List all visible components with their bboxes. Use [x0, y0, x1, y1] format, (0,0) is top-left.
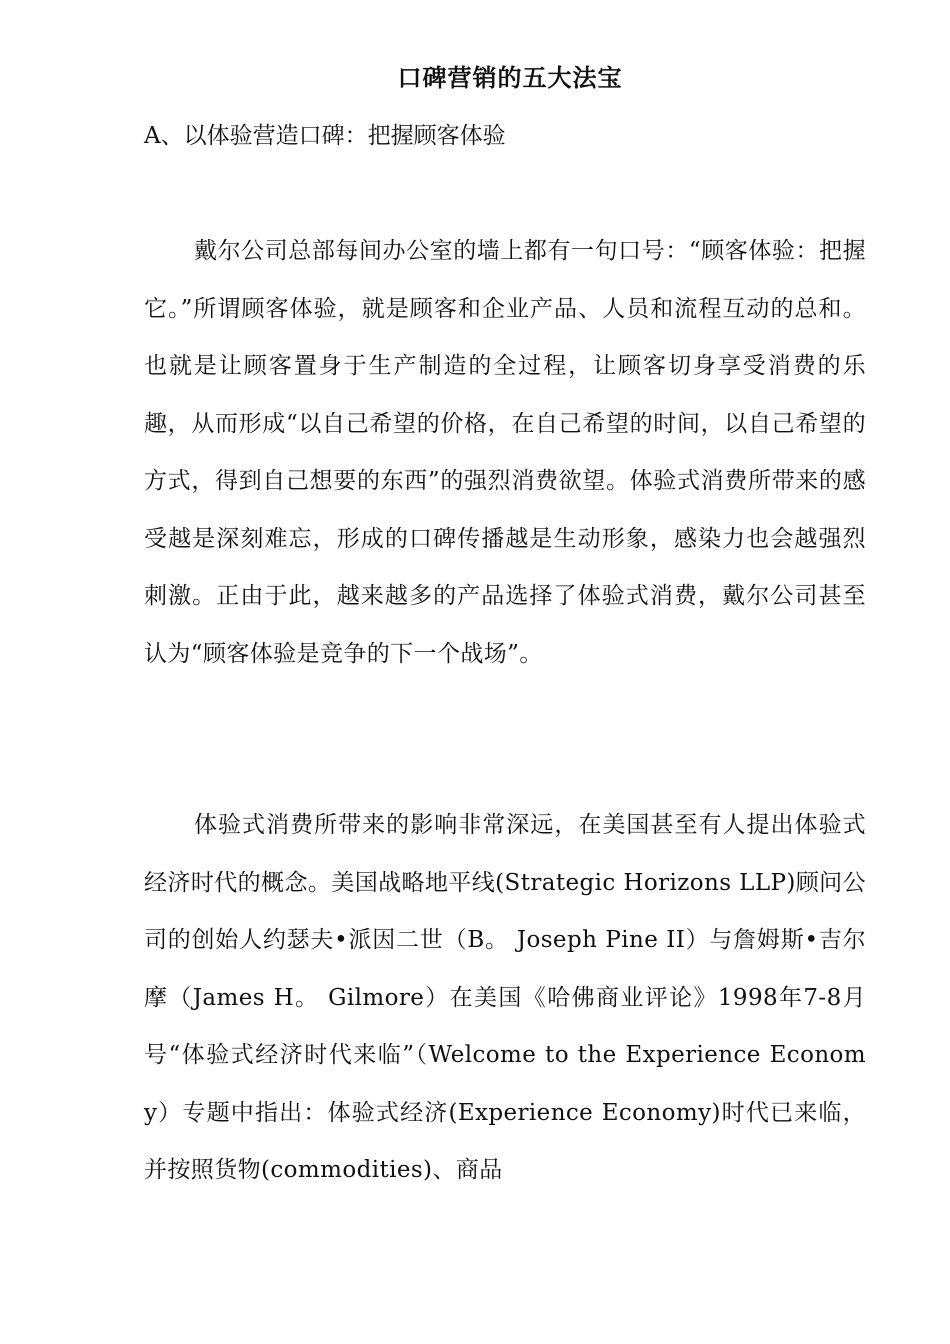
body-paragraph: 戴尔公司总部每间办公室的墙上都有一句口号：“顾客体验：把握它。”所谓顾客体验，就是顾客和企业产品、人员和流程互动的总和。也就是让顾客置身于生产制造的全过程，让顾客切身享受消费的乐趣，从而形成“以自己希望的价格，在自己希望的时间，以自己希望的方式，得到自己想要的东西”的强烈消费欲望。体验式消费所带来的感受越是深刻难忘，形成的口碑传播越是生动形象，感染力也会越强烈刺激。正由于此，越来越多的产品选择了体验式消费，戴尔公司甚至认为“顾客体验是竞争的下一个战场”。	[144, 238, 866, 667]
body-paragraph: 体验式消费所带来的影响非常深远，在美国甚至有人提出体验式经济时代的概念。美国战略地平线(Strategic Horizons LLP)顾问公司的创始人约瑟夫•派因二世（B。 Joseph Pine II）与詹姆斯•吉尔摩（James H。 Gilmore）在美国《哈佛商业评论》1998年7-8月号“体验式经济时代来临”（Welcome to the Experience Economy）专题中指出：体验式经济(Experience Economy)时代已来临，并按照货物(commodities)、商品	[144, 812, 866, 1183]
document-title: 口碑营销的五大法宝	[397, 63, 623, 92]
section-heading: A、以体验营造口碑：把握顾客体验	[144, 123, 506, 149]
